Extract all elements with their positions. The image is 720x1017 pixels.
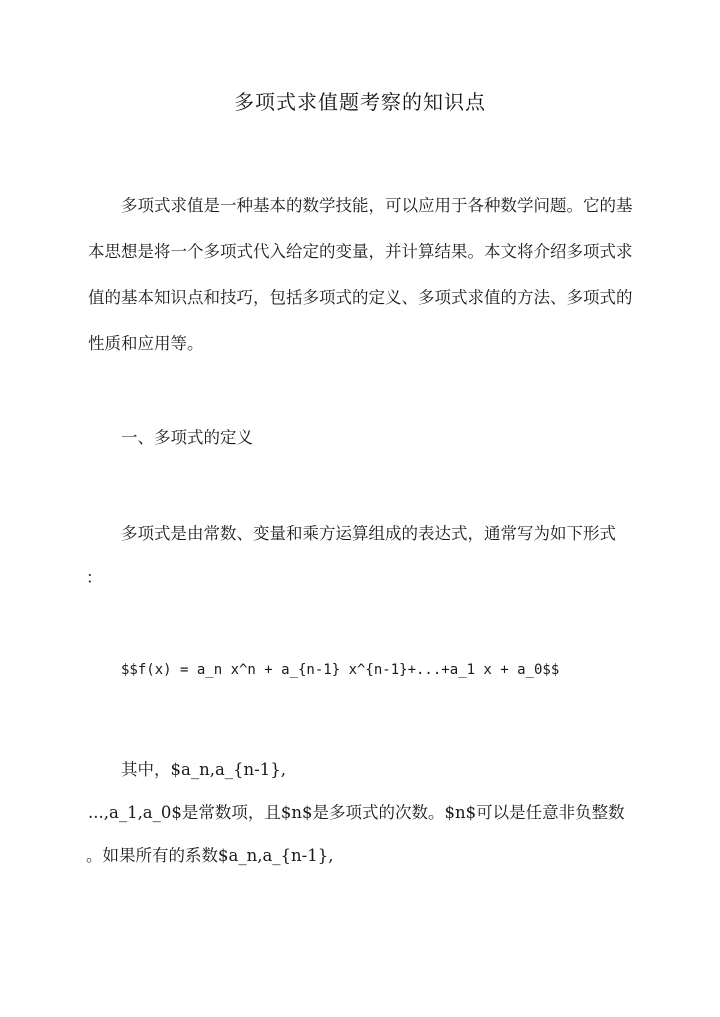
definition-colon: ： — [86, 568, 103, 587]
where-line-3: 。如果所有的系数$a_n,a_{n-1}, — [86, 846, 334, 865]
section-heading: 一、多项式的定义 — [121, 428, 253, 447]
where-line-2: ...,a_1,a_0$是常数项，且$n$是多项式的次数。$n$可以是任意非负整数 — [88, 803, 625, 822]
polynomial-formula: $$f(x) = a_n x^n + a_{n-1} x^{n-1}+...+a_1 x + a_0$$ — [121, 662, 560, 678]
intro-paragraph: 多项式求值是一种基本的数学技能，可以应用于各种数学问题。它的基本思想是将一个多项式代入给定的变量，并计算结果。本文将介绍多项式求值的基本知识点和技巧，包括多项式的定义、多项式求值的方法、多项式的性质和应用等。 — [88, 196, 633, 353]
document-title: 多项式求值题考察的知识点 — [234, 90, 486, 114]
definition-paragraph: 多项式是由常数、变量和乘方运算组成的表达式，通常写为如下形式 — [121, 524, 616, 543]
where-line-1: 其中，$a_n,a_{n-1}, — [121, 760, 286, 779]
